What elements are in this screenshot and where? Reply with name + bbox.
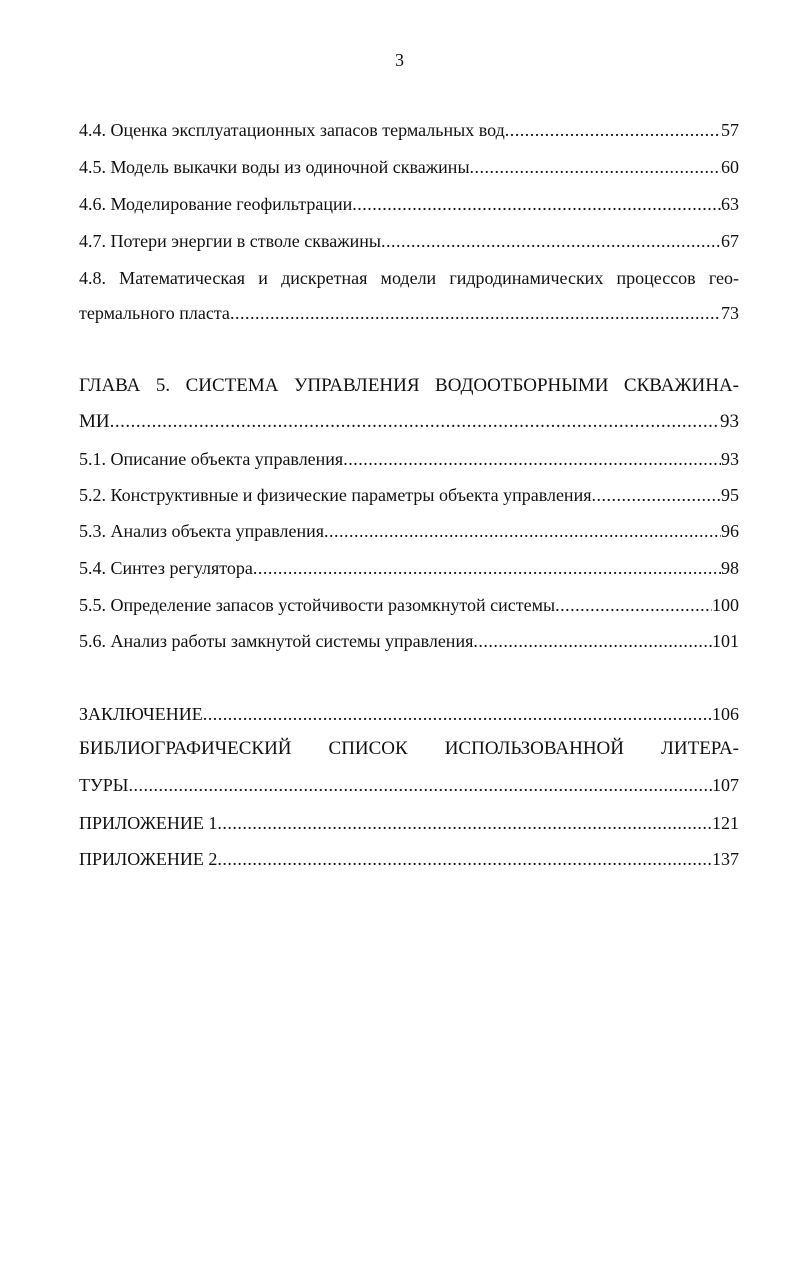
toc-entry-page: 137	[712, 849, 739, 869]
page-number: 3	[395, 50, 404, 70]
toc-entry-4-6	[79, 192, 739, 216]
toc-entry-text: 5.4. Синтез регулятора	[79, 558, 253, 578]
toc-leader-dots	[253, 556, 721, 580]
toc-entry-page: 60	[721, 157, 739, 177]
toc-entry-text: МИ	[79, 411, 110, 432]
toc-entry-page: 121	[712, 813, 739, 833]
toc-leader-dots	[110, 410, 720, 434]
toc-entry-text: ЗАКЛЮЧЕНИЕ	[79, 704, 203, 724]
toc-entry-5-2	[79, 483, 739, 507]
toc-leader-dots	[230, 301, 721, 325]
toc-leader-dots	[352, 192, 721, 216]
toc-entry-5-6	[79, 629, 739, 653]
toc-entry-page: 100	[712, 595, 739, 615]
toc-entry-page: 73	[721, 303, 739, 323]
toc-entry-5-3	[79, 519, 739, 543]
toc-entry-4-8-line2	[79, 301, 739, 325]
toc-entry-text: 5.3. Анализ объекта управления	[79, 521, 324, 541]
toc-entry-page: 98	[721, 558, 739, 578]
toc-leader-dots	[324, 519, 721, 543]
toc-entry-text: 5.1. Описание объекта управления	[79, 449, 344, 469]
toc-entry-appendix-1	[79, 811, 739, 835]
toc-leader-dots	[591, 483, 721, 507]
toc-leader-dots	[470, 155, 721, 179]
toc-entry-text: 5.5. Определение запасов устойчивости разомкнутой системы	[79, 595, 556, 615]
toc-leader-dots	[505, 118, 721, 142]
toc-entry-5-5	[79, 593, 739, 617]
toc-leader-dots	[343, 447, 721, 471]
toc-entry-text: ТУРЫ	[79, 775, 129, 795]
toc-entry-page: 107	[712, 775, 739, 795]
toc-entry-5-1	[79, 447, 739, 471]
toc-leader-dots	[203, 702, 712, 726]
toc-entry-text: 5.2. Конструктивные и физические параметры объекта управления	[79, 485, 592, 505]
toc-entry-text: ПРИЛОЖЕНИЕ 2	[79, 849, 218, 869]
toc-leader-dots	[381, 229, 721, 253]
toc-entry-4-4	[79, 118, 739, 142]
toc-entry-4-8-line1: 4.8. Математическая и дискретная модели гидродинамических процессов гео-	[79, 268, 739, 288]
toc-leader-dots	[217, 811, 712, 835]
toc-entry-page: 93	[721, 449, 739, 469]
toc-entry-bibliography-line1: БИБЛИОГРАФИЧЕСКИЙ СПИСОК ИСПОЛЬЗОВАННОЙ ЛИТЕРА-	[79, 738, 739, 759]
toc-entry-page: 101	[712, 631, 739, 651]
toc-entry-page: 95	[721, 485, 739, 505]
toc-entry-text: 4.4. Оценка эксплуатационных запасов термальных вод	[79, 120, 505, 140]
chapter-5-title-line1: ГЛАВА 5. СИСТЕМА УПРАВЛЕНИЯ ВОДООТБОРНЫМИ СКВАЖИНА-	[79, 375, 739, 396]
toc-leader-dots	[473, 629, 712, 653]
toc-entry-conclusion	[79, 702, 739, 726]
toc-entry-text: 4.5. Модель выкачки воды из одиночной скважины	[79, 157, 470, 177]
toc-entry-page: 96	[721, 521, 739, 541]
toc-leader-dots	[555, 593, 712, 617]
toc-leader-dots	[128, 773, 712, 797]
toc-entry-text: 4.6. Моделирование геофильтрации	[79, 194, 353, 214]
toc-entry-page: 93	[720, 411, 739, 432]
toc-entry-appendix-2	[79, 847, 739, 871]
toc-leader-dots	[217, 847, 712, 871]
toc-entry-page: 57	[721, 120, 739, 140]
toc-entry-text: 4.7. Потери энергии в стволе скважины	[79, 231, 381, 251]
toc-entry-page: 63	[721, 194, 739, 214]
toc-entry-4-5	[79, 155, 739, 179]
toc-entry-text: 5.6. Анализ работы замкнутой системы управления	[79, 631, 474, 651]
toc-entry-page: 67	[721, 231, 739, 251]
toc-entry-text: термального пласта	[79, 303, 230, 323]
toc-entry-text: ПРИЛОЖЕНИЕ 1	[79, 813, 218, 833]
toc-entry-page: 106	[712, 704, 739, 724]
toc-entry-bibliography-line2	[79, 773, 739, 797]
chapter-5-title-line2	[79, 410, 739, 434]
toc-entry-4-7	[79, 229, 739, 253]
toc-entry-5-4	[79, 556, 739, 580]
